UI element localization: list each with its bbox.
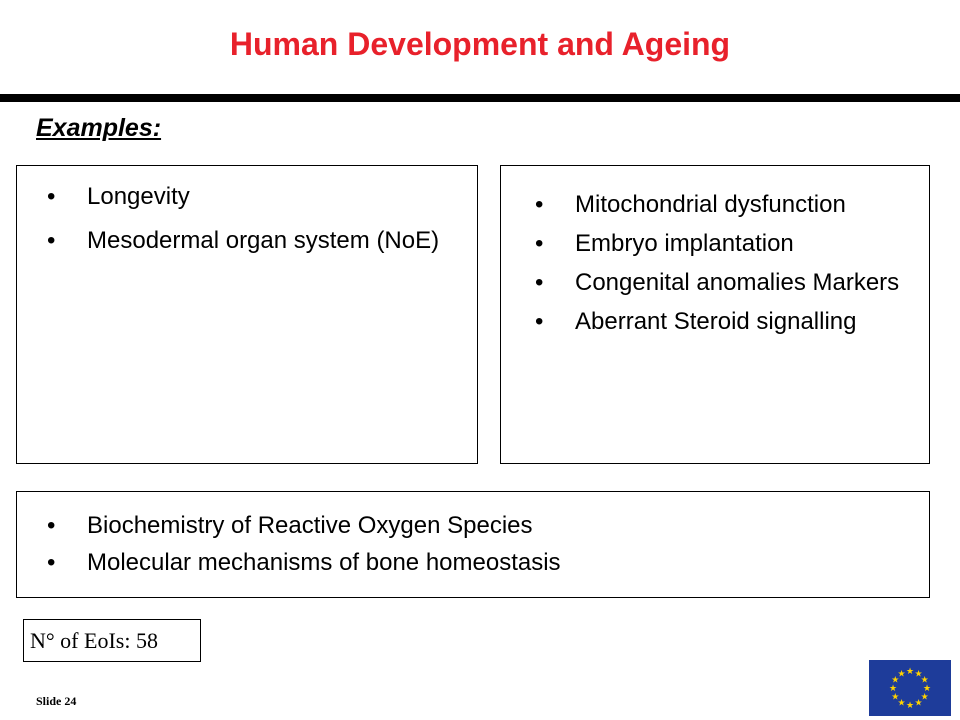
- eoi-count-box: N° of EoIs: 58: [23, 619, 201, 662]
- flag-star-icon: ★: [897, 698, 906, 709]
- title-divider: [0, 94, 960, 102]
- list-item: • Aberrant Steroid signalling: [535, 303, 929, 340]
- eu-flag-icon: [869, 660, 951, 716]
- slide-title: Human Development and Ageing: [229, 26, 731, 62]
- flag-star-icon: ★: [920, 675, 929, 686]
- flag-star-icon: ★: [897, 669, 906, 680]
- flag-star-icon: ★: [914, 669, 923, 680]
- list-item: • Mesodermal organ system (NoE): [47, 226, 477, 256]
- bullet-list: [47, 182, 477, 256]
- list-item: • Congenital anomalies Markers: [535, 264, 929, 301]
- bullet-list: [47, 507, 929, 581]
- list-item: • Molecular mechanisms of bone homeostasis: [47, 544, 929, 581]
- flag-star-icon: ★: [905, 701, 915, 711]
- slide-number: Slide 24: [36, 694, 77, 708]
- flag-star-icon: ★: [922, 684, 932, 694]
- list-item: • Mitochondrial dysfunction: [535, 186, 929, 223]
- examples-box-left: [16, 165, 478, 464]
- flag-star-icon: ★: [888, 684, 898, 694]
- flag-star-icon: ★: [905, 667, 915, 677]
- list-item: • Embryo implantation: [535, 225, 929, 262]
- flag-star-icon: ★: [891, 675, 900, 686]
- flag-star-icon: ★: [920, 692, 929, 703]
- examples-heading: Examples:: [36, 114, 162, 142]
- list-item: • Longevity: [47, 182, 477, 212]
- list-item: • Biochemistry of Reactive Oxygen Species: [47, 507, 929, 544]
- examples-box-right: [500, 165, 930, 464]
- bullet-list: [535, 186, 929, 340]
- flag-star-icon: ★: [914, 698, 923, 709]
- flag-star-icon: ★: [891, 692, 900, 703]
- examples-box-bottom: [16, 491, 930, 598]
